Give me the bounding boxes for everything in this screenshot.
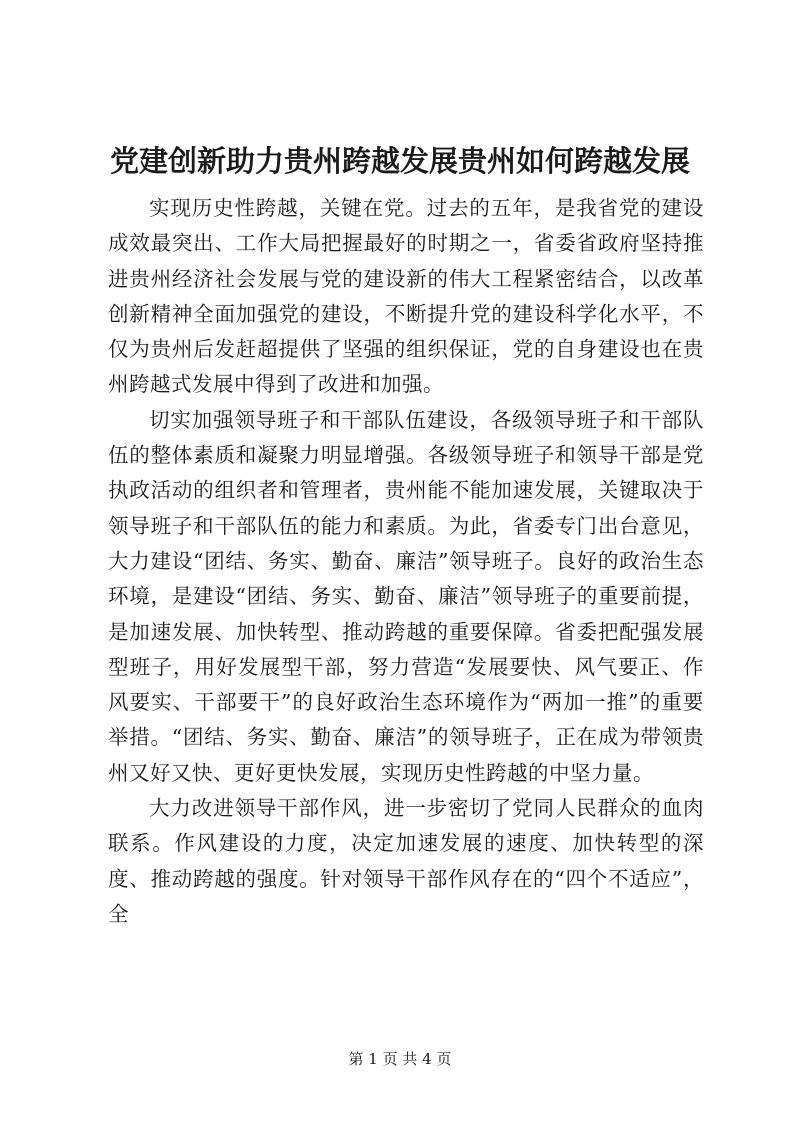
document-title: 党建创新助力贵州跨越发展贵州如何跨越发展 [109, 144, 690, 178]
paragraph-2: 切实加强领导班子和干部队伍建设，各级领导班子和干部队伍的整体素质和凝聚力明显增强。各级领导班子和领导干部是党执政活动的组织者和管理者，贵州能不能加速发展，关键取决于领导班子和干部队伍的能力和素质。为此，省委专门出台意见，大力建设“团结、务实、勤奋、廉洁”领导班子。良好的政治生态环境，是建设“团结、务实、勤奋、廉洁”领导班子的重要前提，是加速发展、加快转型、推动跨越的重要保障。省委把配强发展型班子，用好发展型干部，努力营造“发展要快、风气要正、作风要实、干部要干”的良好政治生态环境作为“两加一推”的重要举措。“团结、务实、勤奋、廉洁”的领导班子，正在成为带领贵州又好又快、更好更快发展，实现历史性跨越的中坚力量。 [108, 407, 704, 785]
page-indicator: 第 1 页 共 4 页 [348, 1050, 452, 1068]
paragraph-1: 实现历史性跨越，关键在党。过去的五年，是我省党的建设成效最突出、工作大局把握最好的时期之一，省委省政府坚持推进贵州经济社会发展与党的建设新的伟大工程紧密结合，以改革创新精神全面加强党的建设，不断提升党的建设科学化水平，不仅为贵州后发赶超提供了坚强的组织保证，党的自身建设也在贵州跨越式发展中得到了改进和加强。 [108, 196, 704, 397]
paragraph-3: 大力改进领导干部作风，进一步密切了党同人民群众的血肉联系。作风建设的力度，决定加速发展的速度、加快转型的深度、推动跨越的强度。针对领导干部作风存在的“四个不适应”，全 [108, 796, 704, 926]
document-body [108, 191, 704, 932]
